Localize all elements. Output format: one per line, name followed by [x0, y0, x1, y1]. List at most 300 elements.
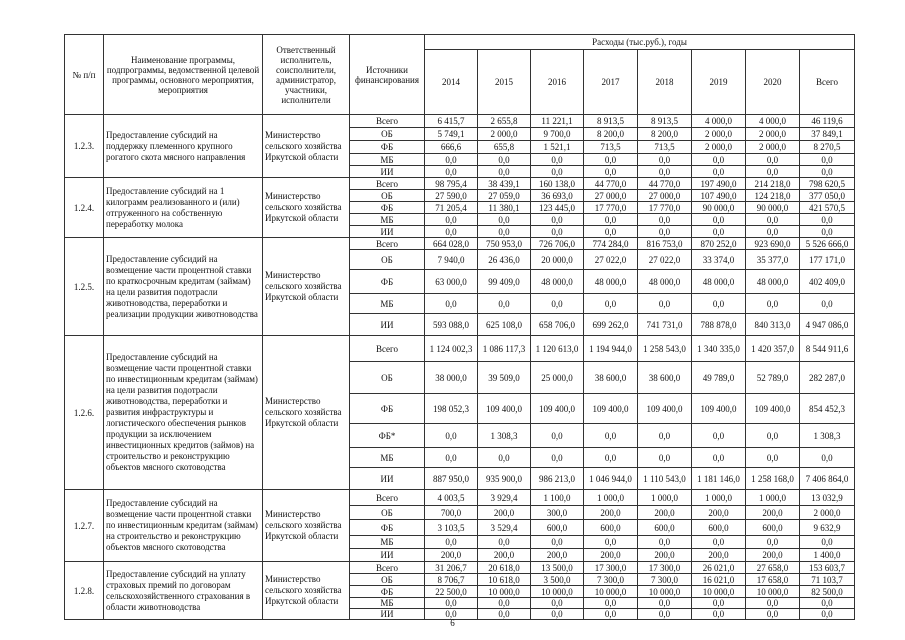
total-cell: 0,0 [800, 536, 855, 549]
amount-cell: 700,0 [425, 506, 478, 520]
amount-cell: 1 521,1 [531, 141, 584, 154]
amount-cell: 0,0 [478, 536, 531, 549]
funding-source: ФБ [350, 141, 425, 154]
amount-cell: 20 000,0 [531, 250, 584, 270]
amount-cell: 109 400,0 [746, 394, 800, 424]
amount-cell: 200,0 [584, 506, 638, 520]
funding-source: МБ [350, 536, 425, 549]
amount-cell: 1 086 117,3 [478, 336, 531, 362]
amount-cell: 200,0 [746, 549, 800, 562]
amount-cell: 0,0 [478, 609, 531, 620]
expenses-table [64, 34, 855, 620]
total-cell: 0,0 [800, 609, 855, 620]
amount-cell: 600,0 [746, 520, 800, 536]
total-cell: 9 632,9 [800, 520, 855, 536]
amount-cell: 1 340 335,0 [692, 336, 746, 362]
amount-cell: 0,0 [425, 166, 478, 178]
amount-cell: 17 770,0 [638, 202, 692, 214]
amount-cell: 0,0 [638, 609, 692, 620]
amount-cell: 13 500,0 [531, 562, 584, 574]
amount-cell: 0,0 [425, 294, 478, 314]
amount-cell: 39 509,0 [478, 362, 531, 394]
amount-cell: 0,0 [692, 424, 746, 448]
total-cell: 82 500,0 [800, 586, 855, 598]
amount-cell: 1 124 002,3 [425, 336, 478, 362]
amount-cell: 0,0 [531, 448, 584, 468]
amount-cell: 200,0 [746, 506, 800, 520]
amount-cell: 0,0 [746, 609, 800, 620]
amount-cell: 0,0 [531, 598, 584, 609]
amount-cell: 3 929,4 [478, 490, 531, 506]
amount-cell: 4 000,0 [692, 115, 746, 128]
amount-cell: 17 300,0 [584, 562, 638, 574]
amount-cell: 750 953,0 [478, 238, 531, 250]
amount-cell: 0,0 [425, 598, 478, 609]
funding-source: Всего [350, 336, 425, 362]
amount-cell: 1 000,0 [692, 490, 746, 506]
amount-cell: 27 022,0 [638, 250, 692, 270]
total-cell: 37 849,1 [800, 128, 855, 141]
amount-cell: 0,0 [478, 226, 531, 238]
header-total: Всего [800, 50, 855, 115]
amount-cell: 935 900,0 [478, 468, 531, 490]
amount-cell: 600,0 [531, 520, 584, 536]
amount-cell: 0,0 [692, 214, 746, 226]
amount-cell: 8 200,0 [584, 128, 638, 141]
amount-cell: 0,0 [638, 214, 692, 226]
amount-cell: 38 000,0 [425, 362, 478, 394]
funding-source: МБ [350, 154, 425, 166]
amount-cell: 8 913,5 [584, 115, 638, 128]
amount-cell: 11 380,1 [478, 202, 531, 214]
amount-cell: 699 262,0 [584, 314, 638, 336]
amount-cell: 98 795,4 [425, 178, 478, 190]
amount-cell: 0,0 [746, 424, 800, 448]
amount-cell: 3 529,4 [478, 520, 531, 536]
amount-cell: 200,0 [478, 506, 531, 520]
amount-cell: 713,5 [638, 141, 692, 154]
amount-cell: 0,0 [746, 226, 800, 238]
amount-cell: 2 000,0 [746, 128, 800, 141]
amount-cell: 0,0 [692, 448, 746, 468]
amount-cell: 0,0 [531, 226, 584, 238]
amount-cell: 0,0 [478, 598, 531, 609]
total-cell: 421 570,5 [800, 202, 855, 214]
amount-cell: 25 000,0 [531, 362, 584, 394]
item-name: Предоставление субсидий на 1 килограмм реализованного и (или) отгруженного на собственную переработку молока [104, 178, 263, 238]
funding-source: Всего [350, 238, 425, 250]
amount-cell: 986 213,0 [531, 468, 584, 490]
amount-cell: 600,0 [584, 520, 638, 536]
amount-cell: 0,0 [638, 598, 692, 609]
total-cell: 0,0 [800, 154, 855, 166]
amount-cell: 48 000,0 [638, 270, 692, 294]
amount-cell: 0,0 [692, 154, 746, 166]
funding-source: ФБ [350, 270, 425, 294]
funding-source: ИИ [350, 226, 425, 238]
funding-source: ОБ [350, 190, 425, 202]
amount-cell: 0,0 [584, 424, 638, 448]
table-row [65, 562, 855, 574]
amount-cell: 27 590,0 [425, 190, 478, 202]
header-year: 2015 [478, 50, 531, 115]
amount-cell: 788 878,0 [692, 314, 746, 336]
amount-cell: 48 000,0 [692, 270, 746, 294]
amount-cell: 35 377,0 [746, 250, 800, 270]
item-number: 1.2.4. [65, 178, 104, 238]
amount-cell: 38 439,1 [478, 178, 531, 190]
table-row [65, 490, 855, 506]
item-name: Предоставление субсидий на возмещение части процентной ставки по инвестиционным кредитам (займам) на цели развития подотрасли животноводства, переработки и развития инфраструктуры и логистического обеспечения рынков продукции за исключением инвестиционных кредитов (займов) на строительство и реконструкцию объектов мясного скотоводства [104, 336, 263, 490]
amount-cell: 198 052,3 [425, 394, 478, 424]
funding-source: Всего [350, 562, 425, 574]
funding-source: ФБ* [350, 424, 425, 448]
amount-cell: 1 120 613,0 [531, 336, 584, 362]
amount-cell: 109 400,0 [531, 394, 584, 424]
funding-source: ФБ [350, 520, 425, 536]
amount-cell: 774 284,0 [584, 238, 638, 250]
header-name: Наименование программы, подпрограммы, ведомственной целевой программы, основного мероприятия, мероприятия [104, 35, 263, 115]
item-number: 1.2.5. [65, 238, 104, 336]
total-cell: 71 103,7 [800, 574, 855, 586]
amount-cell: 3 500,0 [531, 574, 584, 586]
total-cell: 13 032,9 [800, 490, 855, 506]
amount-cell: 0,0 [746, 294, 800, 314]
total-cell: 5 526 666,0 [800, 238, 855, 250]
amount-cell: 107 490,0 [692, 190, 746, 202]
amount-cell: 0,0 [584, 536, 638, 549]
item-responsible: Министерство сельского хозяйства Иркутской области [263, 238, 350, 336]
funding-source: Всего [350, 178, 425, 190]
amount-cell: 0,0 [478, 166, 531, 178]
item-number: 1.2.3. [65, 115, 104, 178]
amount-cell: 0,0 [638, 166, 692, 178]
amount-cell: 870 252,0 [692, 238, 746, 250]
amount-cell: 887 950,0 [425, 468, 478, 490]
item-responsible: Министерство сельского хозяйства Иркутской области [263, 336, 350, 490]
amount-cell: 8 200,0 [638, 128, 692, 141]
amount-cell: 0,0 [692, 598, 746, 609]
total-cell: 0,0 [800, 448, 855, 468]
total-cell: 0,0 [800, 214, 855, 226]
table-row [65, 178, 855, 190]
amount-cell: 0,0 [746, 448, 800, 468]
amount-cell: 48 000,0 [584, 270, 638, 294]
amount-cell: 200,0 [425, 549, 478, 562]
amount-cell: 11 221,1 [531, 115, 584, 128]
amount-cell: 4 003,5 [425, 490, 478, 506]
amount-cell: 3 103,5 [425, 520, 478, 536]
item-name: Предоставление субсидий на возмещение части процентной ставки по краткосрочным кредитам (займам) на цели развития подотрасли животноводства, переработки и реализации продукции животноводства [104, 238, 263, 336]
amount-cell: 0,0 [584, 226, 638, 238]
item-name: Предоставление субсидий на возмещение части процентной ставки по инвестиционным кредитам (займам) на строительство и реконструкцию объектов мясного скотоводства [104, 490, 263, 562]
amount-cell: 6 415,7 [425, 115, 478, 128]
amount-cell: 1 258 543,0 [638, 336, 692, 362]
amount-cell: 0,0 [638, 448, 692, 468]
amount-cell: 0,0 [584, 166, 638, 178]
amount-cell: 10 000,0 [531, 586, 584, 598]
amount-cell: 593 088,0 [425, 314, 478, 336]
amount-cell: 300,0 [531, 506, 584, 520]
funding-source: ОБ [350, 574, 425, 586]
amount-cell: 48 000,0 [531, 270, 584, 294]
amount-cell: 38 600,0 [584, 362, 638, 394]
amount-cell: 10 000,0 [584, 586, 638, 598]
amount-cell: 1 110 543,0 [638, 468, 692, 490]
amount-cell: 44 770,0 [584, 178, 638, 190]
amount-cell: 1 100,0 [531, 490, 584, 506]
funding-source: ФБ [350, 394, 425, 424]
amount-cell: 0,0 [746, 154, 800, 166]
header-year: 2014 [425, 50, 478, 115]
amount-cell: 0,0 [478, 448, 531, 468]
total-cell: 1 400,0 [800, 549, 855, 562]
amount-cell: 2 000,0 [692, 128, 746, 141]
total-cell: 153 603,7 [800, 562, 855, 574]
item-name: Предоставление субсидий на поддержку племенного крупного рогатого скота мясного направления [104, 115, 263, 178]
amount-cell: 90 000,0 [692, 202, 746, 214]
amount-cell: 38 600,0 [638, 362, 692, 394]
amount-cell: 10 000,0 [746, 586, 800, 598]
funding-source: МБ [350, 448, 425, 468]
header-responsible: Ответственный исполнитель, соисполнители, администратор, участники, исполнители [263, 35, 350, 115]
funding-source: ОБ [350, 128, 425, 141]
table-row [65, 238, 855, 250]
amount-cell: 0,0 [584, 214, 638, 226]
funding-source: МБ [350, 294, 425, 314]
amount-cell: 33 374,0 [692, 250, 746, 270]
amount-cell: 31 206,7 [425, 562, 478, 574]
amount-cell: 0,0 [638, 294, 692, 314]
amount-cell: 0,0 [584, 609, 638, 620]
amount-cell: 0,0 [746, 598, 800, 609]
amount-cell: 0,0 [478, 294, 531, 314]
funding-source: ИИ [350, 314, 425, 336]
amount-cell: 625 108,0 [478, 314, 531, 336]
amount-cell: 0,0 [531, 424, 584, 448]
header-num: № п/п [65, 35, 104, 115]
total-cell: 798 620,5 [800, 178, 855, 190]
amount-cell: 0,0 [425, 226, 478, 238]
item-name: Предоставление субсидий на уплату страховых премий по договорам сельскохозяйственного страхования в области животноводства [104, 562, 263, 620]
amount-cell: 0,0 [638, 226, 692, 238]
header-source: Источники финансирования [350, 35, 425, 115]
total-cell: 7 406 864,0 [800, 468, 855, 490]
amount-cell: 26 436,0 [478, 250, 531, 270]
amount-cell: 200,0 [692, 549, 746, 562]
amount-cell: 8 913,5 [638, 115, 692, 128]
amount-cell: 200,0 [584, 549, 638, 562]
amount-cell: 0,0 [746, 536, 800, 549]
amount-cell: 816 753,0 [638, 238, 692, 250]
funding-source: ИИ [350, 549, 425, 562]
amount-cell: 2 655,8 [478, 115, 531, 128]
amount-cell: 0,0 [692, 609, 746, 620]
amount-cell: 713,5 [584, 141, 638, 154]
amount-cell: 200,0 [478, 549, 531, 562]
amount-cell: 1 000,0 [638, 490, 692, 506]
item-number: 1.2.6. [65, 336, 104, 490]
amount-cell: 0,0 [531, 294, 584, 314]
amount-cell: 200,0 [638, 549, 692, 562]
header-year: 2019 [692, 50, 746, 115]
amount-cell: 200,0 [531, 549, 584, 562]
amount-cell: 22 500,0 [425, 586, 478, 598]
item-responsible: Министерство сельского хозяйства Иркутской области [263, 178, 350, 238]
amount-cell: 7 300,0 [584, 574, 638, 586]
total-cell: 854 452,3 [800, 394, 855, 424]
header-year: 2017 [584, 50, 638, 115]
amount-cell: 8 706,7 [425, 574, 478, 586]
total-cell: 377 050,0 [800, 190, 855, 202]
amount-cell: 923 690,0 [746, 238, 800, 250]
item-number: 1.2.7. [65, 490, 104, 562]
amount-cell: 197 490,0 [692, 178, 746, 190]
amount-cell: 1 308,3 [478, 424, 531, 448]
total-cell: 2 000,0 [800, 506, 855, 520]
amount-cell: 26 021,0 [692, 562, 746, 574]
amount-cell: 0,0 [584, 154, 638, 166]
amount-cell: 0,0 [425, 536, 478, 549]
amount-cell: 27 022,0 [584, 250, 638, 270]
amount-cell: 7 300,0 [638, 574, 692, 586]
total-cell: 0,0 [800, 294, 855, 314]
amount-cell: 0,0 [584, 598, 638, 609]
amount-cell: 655,8 [478, 141, 531, 154]
amount-cell: 1 181 146,0 [692, 468, 746, 490]
amount-cell: 1 046 944,0 [584, 468, 638, 490]
total-cell: 46 119,6 [800, 115, 855, 128]
funding-source: ИИ [350, 609, 425, 620]
funding-source: ИИ [350, 468, 425, 490]
amount-cell: 658 706,0 [531, 314, 584, 336]
amount-cell: 10 000,0 [638, 586, 692, 598]
amount-cell: 2 000,0 [478, 128, 531, 141]
amount-cell: 0,0 [638, 424, 692, 448]
amount-cell: 741 731,0 [638, 314, 692, 336]
amount-cell: 1 000,0 [584, 490, 638, 506]
table-body [65, 115, 855, 620]
amount-cell: 123 445,0 [531, 202, 584, 214]
amount-cell: 1 258 168,0 [746, 468, 800, 490]
header-year: 2020 [746, 50, 800, 115]
amount-cell: 17 300,0 [638, 562, 692, 574]
amount-cell: 2 000,0 [692, 141, 746, 154]
amount-cell: 4 000,0 [746, 115, 800, 128]
amount-cell: 7 940,0 [425, 250, 478, 270]
amount-cell: 17 770,0 [584, 202, 638, 214]
header-expenses: Расходы (тыс.руб.), годы [425, 35, 855, 50]
total-cell: 0,0 [800, 598, 855, 609]
amount-cell: 27 658,0 [746, 562, 800, 574]
amount-cell: 124 218,0 [746, 190, 800, 202]
amount-cell: 0,0 [425, 154, 478, 166]
funding-source: ОБ [350, 250, 425, 270]
amount-cell: 0,0 [746, 214, 800, 226]
item-number: 1.2.8. [65, 562, 104, 620]
amount-cell: 1 420 357,0 [746, 336, 800, 362]
amount-cell: 0,0 [425, 448, 478, 468]
amount-cell: 0,0 [584, 294, 638, 314]
amount-cell: 0,0 [531, 214, 584, 226]
amount-cell: 0,0 [478, 214, 531, 226]
amount-cell: 63 000,0 [425, 270, 478, 294]
funding-source: ФБ [350, 202, 425, 214]
amount-cell: 664 028,0 [425, 238, 478, 250]
total-cell: 177 171,0 [800, 250, 855, 270]
amount-cell: 5 749,1 [425, 128, 478, 141]
amount-cell: 27 000,0 [638, 190, 692, 202]
amount-cell: 0,0 [531, 154, 584, 166]
amount-cell: 0,0 [638, 154, 692, 166]
funding-source: МБ [350, 214, 425, 226]
amount-cell: 109 400,0 [692, 394, 746, 424]
amount-cell: 0,0 [692, 294, 746, 314]
amount-cell: 27 000,0 [584, 190, 638, 202]
table-row [65, 336, 855, 362]
amount-cell: 840 313,0 [746, 314, 800, 336]
amount-cell: 27 059,0 [478, 190, 531, 202]
amount-cell: 109 400,0 [478, 394, 531, 424]
amount-cell: 0,0 [478, 154, 531, 166]
amount-cell: 2 000,0 [746, 141, 800, 154]
amount-cell: 49 789,0 [692, 362, 746, 394]
total-cell: 8 270,5 [800, 141, 855, 154]
amount-cell: 0,0 [692, 226, 746, 238]
page-number: 6 [450, 618, 455, 628]
amount-cell: 666,6 [425, 141, 478, 154]
amount-cell: 0,0 [425, 609, 478, 620]
funding-source: МБ [350, 598, 425, 609]
amount-cell: 600,0 [692, 520, 746, 536]
amount-cell: 71 205,4 [425, 202, 478, 214]
total-cell: 282 287,0 [800, 362, 855, 394]
amount-cell: 109 400,0 [584, 394, 638, 424]
funding-source: ИИ [350, 166, 425, 178]
total-cell: 0,0 [800, 226, 855, 238]
amount-cell: 44 770,0 [638, 178, 692, 190]
item-responsible: Министерство сельского хозяйства Иркутской области [263, 490, 350, 562]
item-responsible: Министерство сельского хозяйства Иркутской области [263, 562, 350, 620]
amount-cell: 16 021,0 [692, 574, 746, 586]
amount-cell: 48 000,0 [746, 270, 800, 294]
amount-cell: 200,0 [692, 506, 746, 520]
amount-cell: 214 218,0 [746, 178, 800, 190]
amount-cell: 20 618,0 [478, 562, 531, 574]
amount-cell: 0,0 [531, 536, 584, 549]
amount-cell: 726 706,0 [531, 238, 584, 250]
amount-cell: 17 658,0 [746, 574, 800, 586]
funding-source: ФБ [350, 586, 425, 598]
table-row [65, 115, 855, 128]
amount-cell: 0,0 [584, 448, 638, 468]
amount-cell: 1 000,0 [746, 490, 800, 506]
amount-cell: 600,0 [638, 520, 692, 536]
amount-cell: 10 000,0 [478, 586, 531, 598]
funding-source: Всего [350, 115, 425, 128]
amount-cell: 0,0 [692, 536, 746, 549]
amount-cell: 1 194 944,0 [584, 336, 638, 362]
amount-cell: 0,0 [638, 536, 692, 549]
amount-cell: 160 138,0 [531, 178, 584, 190]
amount-cell: 9 700,0 [531, 128, 584, 141]
total-cell: 0,0 [800, 166, 855, 178]
amount-cell: 0,0 [746, 166, 800, 178]
amount-cell: 0,0 [531, 166, 584, 178]
amount-cell: 90 000,0 [746, 202, 800, 214]
amount-cell: 10 618,0 [478, 574, 531, 586]
amount-cell: 10 000,0 [692, 586, 746, 598]
